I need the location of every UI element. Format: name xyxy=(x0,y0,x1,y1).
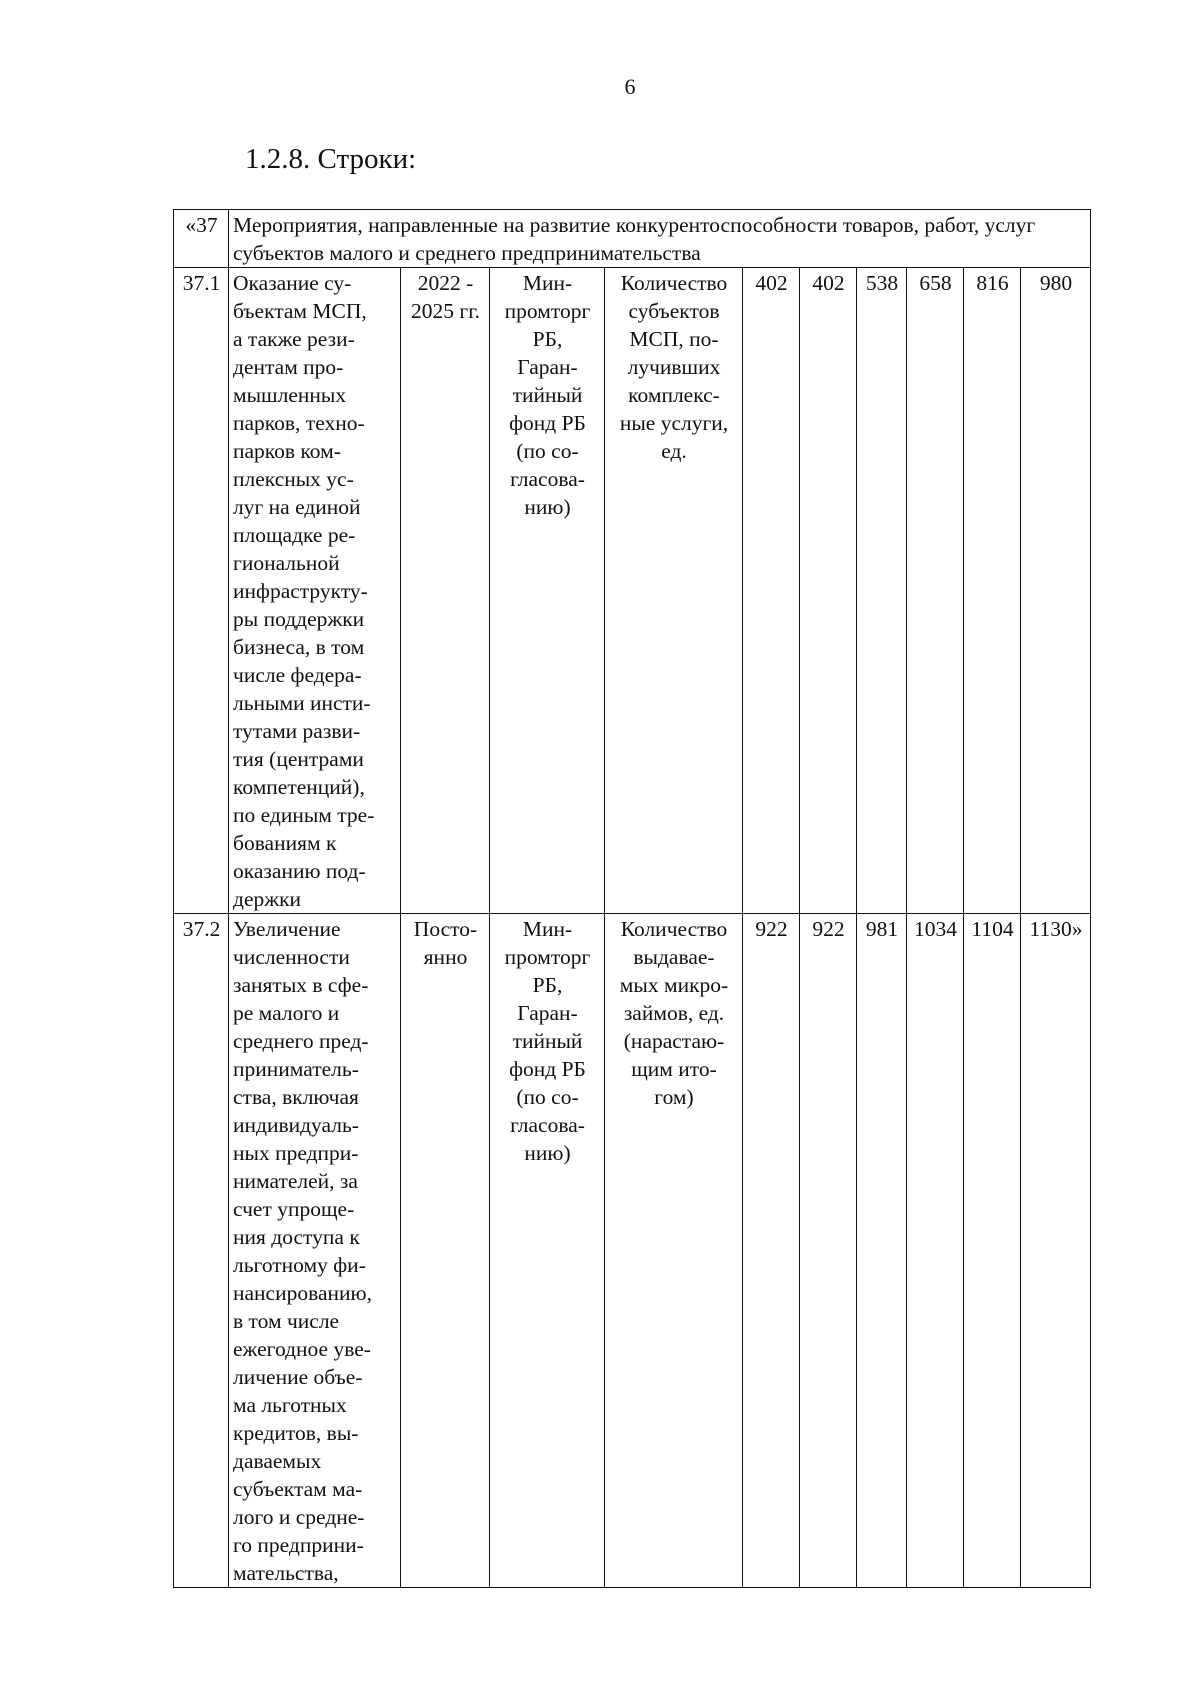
section-number: «37 xyxy=(174,210,229,268)
cell-line: среднего пред- xyxy=(233,1029,369,1053)
cell-line: ежегодное уве- xyxy=(233,1337,371,1361)
row-value: 402 xyxy=(743,268,800,914)
section-heading: 1.2.8. Строки: xyxy=(245,143,417,175)
row-value: 922 xyxy=(743,914,800,1588)
cell-line: нию) xyxy=(524,495,571,519)
cell-line: нимателей, за xyxy=(233,1169,358,1193)
cell-line: Мин- xyxy=(522,271,573,295)
cell-line: по единым тре- xyxy=(233,803,375,827)
cell-line: гиональной xyxy=(233,551,340,575)
cell-line: тия (центрами xyxy=(233,747,364,771)
row-description xyxy=(229,268,401,914)
row-period xyxy=(401,914,490,1588)
cell-line: числе федера- xyxy=(233,663,362,687)
row-value: 980 xyxy=(1021,268,1091,914)
cell-line: дентам про- xyxy=(233,355,344,379)
cell-line: приниматель- xyxy=(233,1057,359,1081)
cell-line: лучивших xyxy=(627,355,721,379)
cell-line: субъектам ма- xyxy=(233,1477,363,1501)
cell-line: а также рези- xyxy=(233,327,355,351)
table-row xyxy=(174,914,1091,1588)
cell-line: ры поддержки xyxy=(233,607,365,631)
cell-line: мышленных xyxy=(233,383,347,407)
cell-line: комплекс- xyxy=(628,383,720,407)
cell-line: Гаран- xyxy=(517,355,578,379)
cell-line: ед. xyxy=(661,439,687,463)
row-value: 922 xyxy=(800,914,857,1588)
row-value: 658 xyxy=(907,268,964,914)
cell-line: РБ, xyxy=(532,327,563,351)
row-responsible xyxy=(490,268,605,914)
row-value: 402 xyxy=(800,268,857,914)
cell-line: мательства, xyxy=(233,1561,339,1585)
cell-line: промторг xyxy=(504,945,591,969)
cell-line: 2025 гг. xyxy=(411,299,480,323)
row-value: 538 xyxy=(857,268,907,914)
row-value: 981 xyxy=(857,914,907,1588)
cell-line: бованиям к xyxy=(233,831,337,855)
cell-line: гом) xyxy=(654,1085,694,1109)
row-period xyxy=(401,268,490,914)
row-number: 37.2 xyxy=(174,914,229,1588)
cell-line: лого и средне- xyxy=(233,1505,365,1529)
cell-line: бъектам МСП, xyxy=(233,299,367,323)
cell-line: занятых в сфе- xyxy=(233,973,369,997)
cell-line: мых микро- xyxy=(619,973,729,997)
cell-line: Гаран- xyxy=(517,1001,578,1025)
cell-line: в том числе xyxy=(233,1309,340,1333)
row-number: 37.1 xyxy=(174,268,229,914)
cell-line: кредитов, вы- xyxy=(233,1421,359,1445)
row-value: 1130» xyxy=(1021,914,1091,1588)
row-value: 1104 xyxy=(964,914,1021,1588)
cell-line: нию) xyxy=(524,1141,571,1165)
cell-line: счет упроще- xyxy=(233,1197,355,1221)
cell-line: тутами разви- xyxy=(233,719,361,743)
cell-line: Мин- xyxy=(522,917,573,941)
cell-line: РБ, xyxy=(532,973,563,997)
cell-line: субъектов xyxy=(628,299,720,323)
cell-line: луг на единой xyxy=(233,495,361,519)
cell-line: щим ито- xyxy=(631,1057,717,1081)
cell-line: гласова- xyxy=(510,467,585,491)
cell-line: ре малого и xyxy=(233,1001,340,1025)
page-number: 6 xyxy=(624,74,636,99)
cell-line: плексных ус- xyxy=(233,467,354,491)
cell-line: парков ком- xyxy=(233,439,341,463)
row-description xyxy=(229,914,401,1588)
cell-line: (нарастаю- xyxy=(623,1029,725,1053)
cell-line: займов, ед. xyxy=(623,1001,725,1025)
cell-line: фонд РБ xyxy=(509,411,586,435)
cell-line: Количество xyxy=(620,917,728,941)
cell-line: промторг xyxy=(504,299,591,323)
cell-line: ные услуги, xyxy=(619,411,729,435)
cell-line: оказанию под- xyxy=(233,859,366,883)
cell-line: тийный xyxy=(512,383,583,407)
row-indicator xyxy=(605,268,743,914)
cell-line: ства, включая xyxy=(233,1085,359,1109)
row-indicator xyxy=(605,914,743,1588)
cell-line: (по со- xyxy=(516,439,579,463)
cell-line: льными инсти- xyxy=(233,691,371,715)
cell-line: янно xyxy=(423,945,468,969)
cell-line: индивидуаль- xyxy=(233,1113,359,1137)
table-row xyxy=(174,268,1091,914)
cell-line: тийный xyxy=(512,1029,583,1053)
row-responsible xyxy=(490,914,605,1588)
cell-line: (по со- xyxy=(516,1085,579,1109)
cell-line: Увеличение xyxy=(233,917,341,941)
cell-line: площадке ре- xyxy=(233,523,356,547)
cell-line: инфраструкту- xyxy=(233,579,368,603)
cell-line: выдавае- xyxy=(633,945,715,969)
row-value: 1034 xyxy=(907,914,964,1588)
cell-line: компетенций), xyxy=(233,775,365,799)
cell-line: нансированию, xyxy=(233,1281,372,1305)
cell-line: держки xyxy=(233,887,302,911)
cell-line: фонд РБ xyxy=(509,1057,586,1081)
cell-line: численности xyxy=(233,945,350,969)
cell-line: Посто- xyxy=(413,917,478,941)
cell-line: даваемых xyxy=(233,1449,322,1473)
cell-line: МСП, по- xyxy=(629,327,719,351)
cell-line: льготному фи- xyxy=(233,1253,366,1277)
cell-line: гласова- xyxy=(510,1113,585,1137)
cell-line: Количество xyxy=(620,271,728,295)
section-title: Мероприятия, направленные на развитие конкурентоспособности товаров, работ, услуг субъектов малого и среднего предпринимательства xyxy=(229,210,1091,268)
cell-line: го предприни- xyxy=(233,1533,364,1557)
cell-line: бизнеса, в том xyxy=(233,635,365,659)
section-row xyxy=(174,210,1091,268)
cell-line: ния доступа к xyxy=(233,1225,360,1249)
measures-table xyxy=(173,209,1091,1588)
row-value: 816 xyxy=(964,268,1021,914)
cell-line: парков, техно- xyxy=(233,411,365,435)
cell-line: личение объе- xyxy=(233,1365,363,1389)
cell-line: 2022 - xyxy=(417,271,474,295)
cell-line: ных предпри- xyxy=(233,1141,359,1165)
cell-line: Оказание су- xyxy=(233,271,352,295)
cell-line: ма льготных xyxy=(233,1393,347,1417)
